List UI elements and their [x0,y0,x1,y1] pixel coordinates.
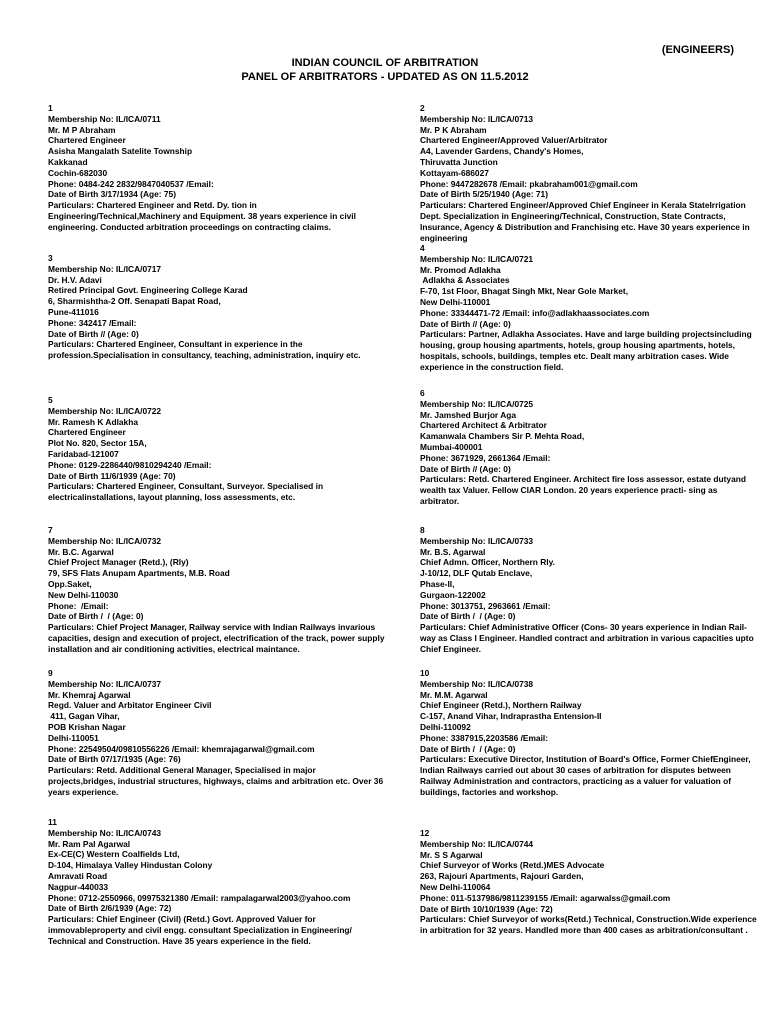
entry-line: profession.Specialisation in consultancy, teaching, administration, inquiry etc. [48,350,361,361]
entry-line: Thiruvatta Junction [420,156,498,167]
entry-line: Pune-411016 [48,306,99,317]
entry-line: in arbitration for 32 years. Handled more than 400 cases as arbitration/consultant . [420,925,748,936]
entry-line: Phone: 342417 /Email: [48,317,137,328]
entry-number: 1 [48,103,53,113]
entry-line: Mr. Ramesh K Adlakha [48,416,138,427]
entry-line: Membership No: IL/ICA/0721 [420,253,534,264]
entry-line: D-104, Himalaya Valley Hindustan Colony [48,860,213,871]
entry-line: Particulars: Chartered Engineer, Consultant, Surveyor. Specialised in [48,481,324,492]
entry-line: Chartered Engineer/Approved Valuer/Arbitrator [420,135,608,146]
entry-line: Chief Project Manager (Retd.), (Rly) [48,557,189,568]
entry-line: Faridabad-121007 [48,448,119,459]
entry-line: Particulars: Executive Director, Institution of Board's Office, Former ChiefEngineer, [420,754,751,765]
entry-line: Mumbai-400001 [420,441,483,452]
entry-line: C-157, Anand Vihar, Indraprastha Entension-II [420,711,602,722]
entry-line: Phone: 33344471-72 /Email: info@adlakhaassociates.com [420,307,650,318]
entry-line: Mr. Khemraj Agarwal [48,689,131,700]
entry-line: Amravati Road [48,870,108,881]
entry-line: Mr. B.C. Agarwal [48,546,114,557]
entry-line: Kottayam-686027 [420,167,489,178]
entry-line: engineering. Conducted arbitration proceedings on contracting claims. [48,221,331,232]
entry-line: Phase-II, [420,578,455,589]
entry-line: Membership No: IL/ICA/0725 [420,398,534,409]
arbitrator-entry [420,243,782,375]
entry-line: Chartered Engineer [48,427,126,438]
arbitrator-entry [48,668,410,800]
entry-line: Retired Principal Govt. Engineering College Karad [48,285,248,296]
entry-line: Particulars: Chief Administrative Officer (Cons- 30 years experience in Indian Rail- [420,622,747,633]
entry-line: Mr. Ram Pal Agarwal [48,838,131,849]
entry-line: POB Krishan Nagar [48,721,126,732]
entry-line: way as Class I Engineer. Handled contract and arbitration in various capacities upto [420,632,754,643]
entry-line: Phone: 0484-242 2832/9847040537 /Email: [48,178,214,189]
entry-number: 11 [48,817,57,827]
entry-line: Particulars: Partner, Adlakha Associates. Have and large building projectsincluding [420,329,752,340]
entry-line: Membership No: IL/ICA/0733 [420,535,534,546]
arbitrator-entry [48,817,410,957]
entry-line: Adlakha & Associates [420,275,510,286]
entry-line: Date of Birth // (Age: 0) [420,463,511,474]
entry-line: Membership No: IL/ICA/0711 [48,113,161,124]
entry-line: Date of Birth 11/6/1939 (Age: 70) [48,470,176,481]
entry-line: Particulars: Chief Surveyor of works(Retd.) Technical, Construction.Wide experience [420,914,757,925]
entry-line: Membership No: IL/ICA/0738 [420,678,534,689]
entry-line: New Delhi-110030 [48,589,119,600]
entry-line: Membership No: IL/ICA/0713 [420,113,534,124]
entry-line: Chief Surveyor of Works (Retd.)MES Advocate [420,860,605,871]
entry-line: Insurance, Agency & Distribution and Franchising etc. Have 30 years experience in [420,221,750,232]
entry-line: Kakkanad [48,156,88,167]
entry-line: Chartered Architect & Arbitrator [420,420,547,431]
entry-number: 4 [420,243,425,253]
entry-line: Date of Birth 5/25/1940 (Age: 71) [420,189,548,200]
entry-line: Chief Admn. Officer, Northern Rly. [420,557,555,568]
entry-line: Membership No: IL/ICA/0737 [48,678,162,689]
entry-line: Date of Birth / / (Age: 0) [420,611,516,622]
entry-line: Mr. P K Abraham [420,124,487,135]
arbitrator-entry [420,828,782,938]
entry-line: Mr. B.S. Agarwal [420,546,486,557]
entry-line: experience in the construction field. [420,361,564,372]
entry-line: Gurgaon-122002 [420,589,486,600]
entry-line: J-10/12, DLF Qutab Enclave, [420,568,533,579]
entry-line: New Delhi-110064 [420,881,491,892]
entry-line: Phone: 011-5137986/9811239155 /Email: agarwalss@gmail.com [420,892,671,903]
entry-line: 263, Rajouri Apartments, Rajouri Garden, [420,871,584,882]
entry-line: Mr. Jamshed Burjor Aga [420,409,517,420]
entry-line: Cochin-682030 [48,167,108,178]
entry-line: hospitals, schools, buildings, temples etc. Dealt many arbitration cases. Wide [420,350,729,361]
arbitrator-entry [420,525,782,655]
entry-line: arbitrator. [420,495,460,506]
entry-line: Phone: 3671929, 2661364 /Email: [420,452,551,463]
entry-number: 12 [420,828,430,838]
arbitrator-entry [420,103,782,243]
entry-line: years experience. [48,786,119,797]
entry-line: New Delhi-110001 [420,296,491,307]
entry-line: Date of Birth / / (Age: 0) [420,743,516,754]
entry-line: Mr. M P Abraham [48,124,116,135]
entry-line: 411, Gagan Vihar, [48,711,120,722]
entry-line: Phone: 0712-2550966, 09975321380 /Email: rampalagarwal2003@yahoo.com [48,892,351,903]
entry-line: F-70, 1st Floor, Bhagat Singh Mkt, Near Gole Market, [420,286,629,297]
entry-line: Ex-CE(C) Western Coalfields Ltd, [48,849,180,860]
arbitrator-entry [48,525,410,655]
arbitrator-entry [48,253,410,385]
entry-line: engineering [420,232,468,243]
entry-line: Phone: 0129-2286440/9810294240 /Email: [48,459,212,470]
entry-line: Dr. H.V. Adavi [48,274,102,285]
entry-line: projects,bridges, industrial structures, highways, claims and arbitration etc. Over 36 [48,775,384,786]
entry-line: Mr. M.M. Agarwal [420,689,488,700]
arbitrator-entry [48,395,410,515]
entry-number: 10 [420,668,430,678]
entry-line: Date of Birth / / (Age: 0) [48,611,144,622]
entry-line: Phone: 3013751, 2963661 /Email: [420,600,551,611]
arbitrator-entry [420,668,782,800]
entry-line: housing, group housing apartments, hotels, group housing apartments, hotels, [420,340,736,351]
entry-line: Chief Engineer (Retd.), Northern Railway [420,700,582,711]
entry-line: Kamanwala Chambers Sir P. Mehta Road, [420,431,585,442]
entry-line: Regd. Valuer and Arbitator Engineer Civil [48,700,212,711]
entry-line: Particulars: Chartered Engineer and Retd. Dy. tion in [48,200,257,211]
entry-line: Nagpur-440033 [48,881,109,892]
entry-line: Date of Birth 3/17/1934 (Age: 75) [48,189,176,200]
entry-number: 3 [48,253,53,263]
page-title: INDIAN COUNCIL OF ARBITRATION [291,57,479,69]
entry-line: Date of Birth 10/10/1939 (Age: 72) [420,903,553,914]
entry-line: Date of Birth 2/6/1939 (Age: 72) [48,903,172,914]
entry-line: Membership No: IL/ICA/0732 [48,535,162,546]
entry-line: Indian Railways carried out about 30 cases of arbitration for disputes between [420,765,731,776]
entry-line: Opp.Saket, [48,578,92,589]
arbitrator-entry [420,388,782,516]
arbitrator-entry [48,103,410,233]
entry-line: wealth tax Valuer. Fellow CIAR London. 20 years experience practi- sing as [420,485,718,496]
entry-line: Particulars: Retd. Additional General Manager, Specialised in major [48,765,316,776]
entry-line: Engineering/Technical,Machinery and Equipment. 38 years experience in civil [48,210,356,221]
entry-line: Membership No: IL/ICA/0743 [48,827,162,838]
page-subtitle: PANEL OF ARBITRATORS - UPDATED AS ON 11.5.2012 [241,71,529,83]
entry-line: 79, SFS Flats Anupam Apartments, M.B. Road [48,568,230,579]
entry-line: Phone: /Email: [48,600,109,611]
entry-line: Particulars: Chief Engineer (Civil) (Retd.) Govt. Approved Valuer for [48,914,316,925]
entry-number: 6 [420,388,425,398]
entry-number: 5 [48,395,53,405]
entry-line: Date of Birth 07/17/1935 (Age: 76) [48,754,181,765]
entry-line: Technical and Construction. Have 35 years experience in the field. [48,935,311,946]
entry-line: Chief Engineer. [420,643,481,654]
entry-line: Particulars: Chief Project Manager, Railway service with Indian Railways invarious [48,622,376,633]
entry-number: 2 [420,103,425,113]
section-tag: (ENGINEERS) [661,44,734,56]
entry-line: 6, Sharmishtha-2 Off. Senapati Bapat Road, [48,296,221,307]
entry-line: A4, Lavender Gardens, Chandy's Homes, [420,146,584,157]
entry-line: installation and air conditioning activities, electrical maintance. [48,643,300,654]
entry-line: immovableproperty and civil engg. consultant Specialization in Engineering/ [48,924,352,935]
entry-line: Plot No. 820, Sector 15A, [48,438,147,449]
entry-line: Phone: 3387915,2203586 /Email: [420,732,549,743]
entry-line: Membership No: IL/ICA/0722 [48,405,162,416]
entry-line: Delhi-110051 [48,732,99,743]
entry-line: Delhi-110092 [420,721,471,732]
entry-line: Membership No: IL/ICA/0717 [48,263,162,274]
entry-line: electricalinstallations, layout planning, loss assessments, etc. [48,492,296,503]
entry-line: Chartered Engineer [48,135,126,146]
entry-line: Date of Birth // (Age: 0) [420,318,511,329]
entry-line: Phone: 9447282678 /Email: pkabraham001@gmail.com [420,178,638,189]
entry-line: buildings, factories and workshop. [420,786,559,797]
entry-line: Membership No: IL/ICA/0744 [420,838,534,849]
entry-line: Dept. Specialization in Engineering/Technical, Construction, State Contracts, [420,210,726,221]
entry-line: Asisha Mangalath Satelite Township [48,146,193,157]
entry-line: Particulars: Chartered Engineer, Consultant in experience in the [48,339,303,350]
entry-line: Date of Birth // (Age: 0) [48,328,139,339]
entry-line: Particulars: Retd. Chartered Engineer. Architect fire loss assessor, estate dutyand [420,474,746,485]
entry-line: capacities, design and execution of project, electrification of the track, power supply [48,632,385,643]
entry-line: Mr. S S Agarwal [420,849,483,860]
entry-number: 7 [48,525,53,535]
entry-line: Phone: 22549504/09810556226 /Email: khemrajagarwal@gmail.com [48,743,315,754]
entry-number: 9 [48,668,53,678]
entry-line: Particulars: Chartered Engineer/Approved Chief Engineer in Kerala StateIrrigation [420,200,746,211]
entry-line: Mr. Promod Adlakha [420,264,501,275]
entry-number: 8 [420,525,425,535]
entry-line: Railway Administration and contractors, practicing as a valuer for valuation of [420,775,732,786]
